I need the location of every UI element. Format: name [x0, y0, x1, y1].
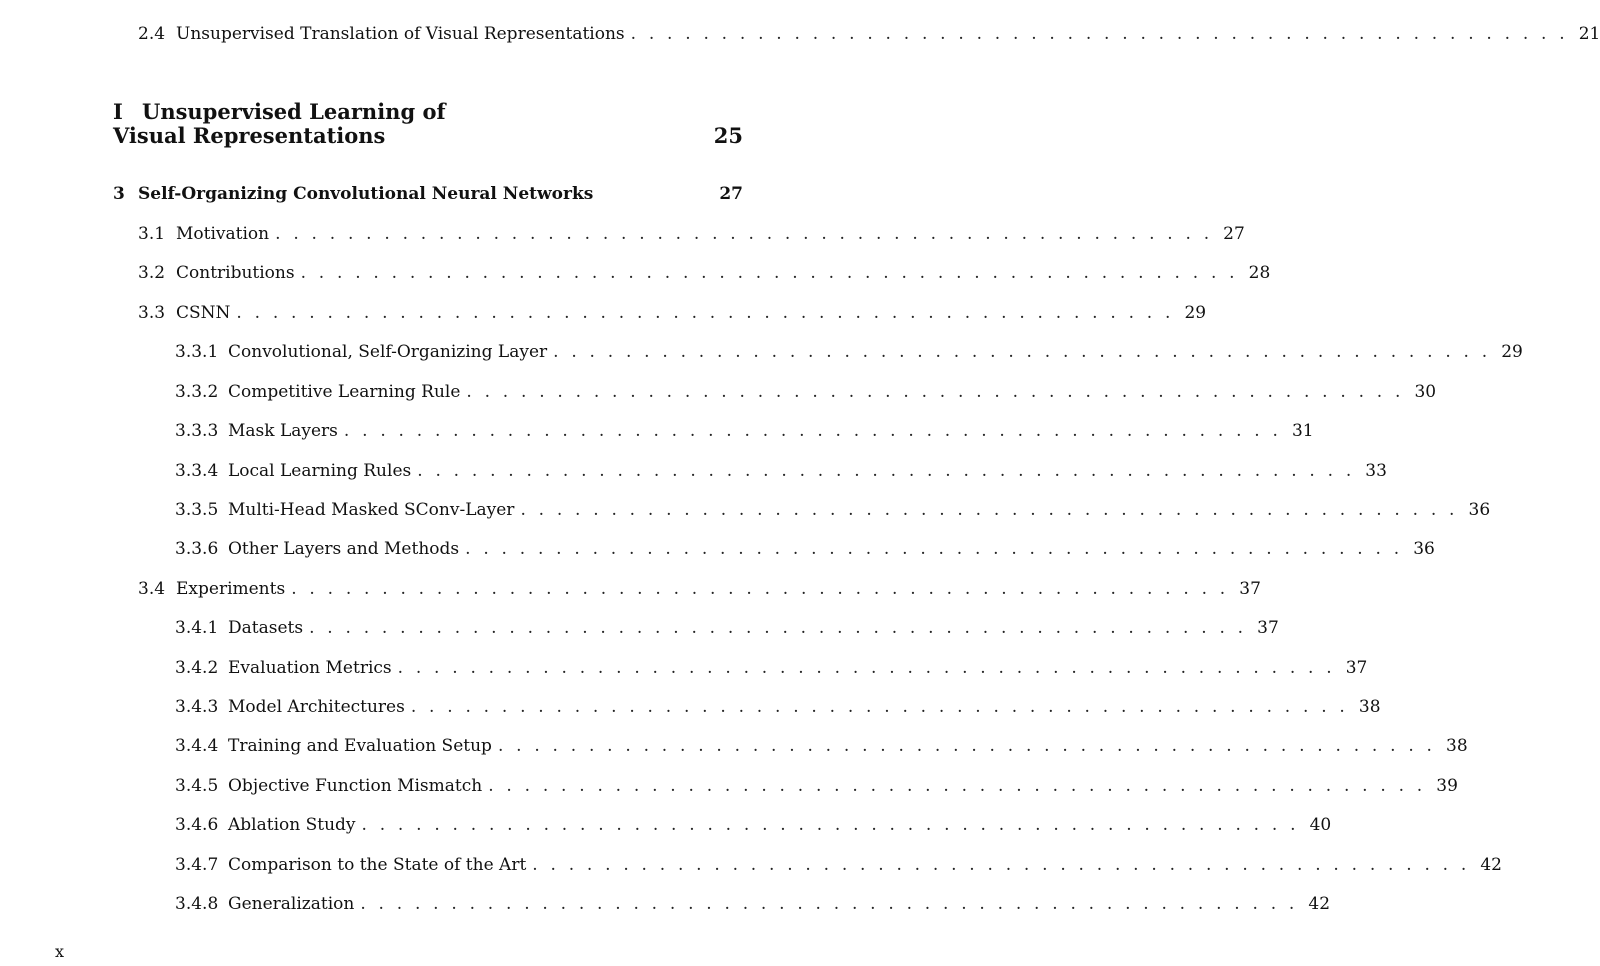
toc-entry-3-4-2[interactable] — [0, 656, 1368, 680]
entry-page: 37 — [1257, 618, 1279, 638]
toc-entry-3-4-1[interactable] — [0, 616, 1279, 640]
toc-entry-3-4-7[interactable] — [0, 853, 1502, 877]
chapter-number: 3 — [113, 184, 125, 204]
leader-dots: . . . . . . . . . . . . . . . . . . . . . . . . . . . . . . . . . . . . . . . . . . . . . . . . . . . . — [488, 776, 1426, 796]
leader-dots: . . . . . . . . . . . . . . . . . . . . . . . . . . . . . . . . . . . . . . . . . . . . . . . . . . . . — [300, 263, 1239, 283]
leader-dots: . . . . . . . . . . . . . . . . . . . . . . . . . . . . . . . . . . . . . . . . . . . . . . . . . . . . — [360, 894, 1299, 914]
entry-number: 3.4.5 — [175, 776, 219, 796]
entry-page: 37 — [1345, 658, 1368, 678]
entry-title: Ablation Study — [228, 815, 356, 835]
leader-dots: . . . . . . . . . . . . . . . . . . . . . . . . . . . . . . . . . . . . . . . . . . . . . . . . . . . . — [630, 24, 1569, 44]
entry-title: Convolutional, Self-Organizing Layer — [228, 342, 548, 362]
entry-page: 27 — [1223, 224, 1245, 244]
entry-page: 39 — [1436, 776, 1458, 796]
footer-page-number: x — [55, 942, 65, 961]
entry-title: Competitive Learning Rule — [228, 382, 461, 402]
toc-entry-3-4-6[interactable] — [0, 813, 1332, 837]
part-title-block — [113, 100, 446, 148]
entry-page: 38 — [1358, 697, 1381, 717]
entry-page: 40 — [1309, 815, 1332, 835]
entry-page: 38 — [1446, 736, 1468, 756]
entry-number: 3.4.1 — [175, 618, 219, 638]
entry-title: Evaluation Metrics — [228, 658, 392, 678]
entry-title: Generalization — [228, 894, 355, 914]
entry-title: Training and Evaluation Setup — [228, 736, 492, 756]
entry-title: Other Layers and Methods — [228, 539, 460, 559]
chapter-page: 27 — [719, 184, 743, 204]
entry-number: 3.1 — [138, 224, 166, 244]
leader-dots: . . . . . . . . . . . . . . . . . . . . . . . . . . . . . . . . . . . . . . . . . . . . . . . . . . . . — [275, 224, 1213, 244]
entry-title: Objective Function Mismatch — [228, 776, 483, 796]
toc-entry-3-3-2[interactable] — [0, 380, 1437, 404]
toc-entry-3-3-4[interactable] — [0, 459, 1387, 483]
toc-entry-3-4-4[interactable] — [0, 734, 1468, 758]
leader-dots: . . . . . . . . . . . . . . . . . . . . . . . . . . . . . . . . . . . . . . . . . . . . . . . . . . . . — [309, 618, 1247, 638]
entry-title: Experiments — [176, 579, 286, 599]
part-title-line2: Visual Representations — [113, 123, 386, 148]
entry-page: 21 — [1578, 24, 1600, 44]
entry-title: Datasets — [228, 618, 304, 638]
entry-number: 3.3 — [138, 303, 166, 323]
part-number: I — [113, 99, 123, 124]
entry-title: Multi-Head Masked SConv-Layer — [228, 500, 515, 520]
entry-number: 3.3.2 — [175, 382, 219, 402]
entry-number: 3.4.6 — [175, 815, 219, 835]
entry-number: 3.3.3 — [175, 421, 219, 441]
entry-page: 31 — [1291, 421, 1314, 441]
toc-entry-3-3-5[interactable] — [0, 498, 1491, 522]
entry-number: 3.4.8 — [175, 894, 219, 914]
toc-entry-3-3[interactable] — [0, 301, 1207, 325]
toc-chapter-3[interactable] — [0, 182, 807, 206]
entry-number: 3.4.2 — [175, 658, 219, 678]
entry-page: 36 — [1413, 539, 1435, 559]
entry-number: 3.4.3 — [175, 697, 219, 717]
entry-title: Mask Layers — [228, 421, 338, 441]
leader-dots: . . . . . . . . . . . . . . . . . . . . . . . . . . . . . . . . . . . . . . . . . . . . . . . . . . . . — [361, 815, 1300, 835]
toc-part-i[interactable] — [113, 100, 743, 152]
leader-dots: . . . . . . . . . . . . . . . . . . . . . . . . . . . . . . . . . . . . . . . . . . . . . . . . . . . . — [466, 382, 1405, 402]
toc-entry-3-3-6[interactable] — [0, 537, 1435, 561]
leader-dots: . . . . . . . . . . . . . . . . . . . . . . . . . . . . . . . . . . . . . . . . . . . . . . . . . . . . — [343, 421, 1282, 441]
toc-entry-3-4-3[interactable] — [0, 695, 1381, 719]
entry-page: 42 — [1308, 894, 1331, 914]
toc-entry-3-1[interactable] — [0, 222, 1245, 246]
chapter-title: Self-Organizing Convolutional Neural Networks — [138, 184, 594, 204]
entry-title: Model Architectures — [228, 697, 405, 717]
leader-dots: . . . . . . . . . . . . . . . . . . . . . . . . . . . . . . . . . . . . . . . . . . . . . . . . . . . . — [553, 342, 1491, 362]
entry-page: 28 — [1248, 263, 1271, 283]
entry-page: 36 — [1468, 500, 1491, 520]
entry-title: Motivation — [176, 224, 270, 244]
leader-dots: . . . . . . . . . . . . . . . . . . . . . . . . . . . . . . . . . . . . . . . . . . . . . . . . . . . . — [291, 579, 1229, 599]
entry-number: 3.3.4 — [175, 461, 219, 481]
toc-entry-3-2[interactable] — [0, 261, 1271, 285]
entry-title: Contributions — [176, 263, 295, 283]
part-page: 25 — [713, 123, 743, 148]
entry-page: 33 — [1365, 461, 1387, 481]
toc-entry-3-3-3[interactable] — [0, 419, 1314, 443]
leader-dots: . . . . . . . . . . . . . . . . . . . . . . . . . . . . . . . . . . . . . . . . . . . . . . . . . . . . — [497, 736, 1436, 756]
entry-page: 29 — [1501, 342, 1523, 362]
leader-dots: . . . . . . . . . . . . . . . . . . . . . . . . . . . . . . . . . . . . . . . . . . . . . . . . . . . . — [236, 303, 1175, 323]
entry-number: 3.4.4 — [175, 736, 219, 756]
entry-number: 3.2 — [138, 263, 166, 283]
entry-number: 3.4 — [138, 579, 166, 599]
entry-page: 30 — [1414, 382, 1437, 402]
entry-number: 3.3.1 — [175, 342, 219, 362]
entry-number: 3.3.5 — [175, 500, 219, 520]
part-title-line1: Unsupervised Learning of — [142, 99, 446, 124]
toc-entry-2-4[interactable] — [0, 22, 1600, 46]
toc-entry-3-3-1[interactable] — [0, 340, 1523, 364]
toc-entry-3-4-5[interactable] — [0, 774, 1458, 798]
entry-number: 3.4.7 — [175, 855, 219, 875]
entry-title: Comparison to the State of the Art — [228, 855, 527, 875]
leader-dots: . . . . . . . . . . . . . . . . . . . . . . . . . . . . . . . . . . . . . . . . . . . . . . . . . . . . — [532, 855, 1470, 875]
entry-number: 3.3.6 — [175, 539, 219, 559]
entry-page: 42 — [1480, 855, 1502, 875]
leader-dots: . . . . . . . . . . . . . . . . . . . . . . . . . . . . . . . . . . . . . . . . . . . . . . . . . . . . — [397, 658, 1336, 678]
entry-title: Unsupervised Translation of Visual Representations — [176, 24, 625, 44]
entry-page: 29 — [1184, 303, 1207, 323]
entry-title: CSNN — [176, 303, 231, 323]
entry-title: Local Learning Rules — [228, 461, 412, 481]
entry-number: 2.4 — [138, 24, 166, 44]
leader-dots: . . . . . . . . . . . . . . . . . . . . . . . . . . . . . . . . . . . . . . . . . . . . . . . . . . . . — [410, 697, 1349, 717]
toc-entry-3-4[interactable] — [0, 577, 1261, 601]
entry-page: 37 — [1239, 579, 1261, 599]
toc-entry-3-4-8[interactable] — [0, 892, 1331, 916]
leader-dots: . . . . . . . . . . . . . . . . . . . . . . . . . . . . . . . . . . . . . . . . . . . . . . . . . . . . — [465, 539, 1403, 559]
leader-dots: . . . . . . . . . . . . . . . . . . . . . . . . . . . . . . . . . . . . . . . . . . . . . . . . . . . . — [417, 461, 1355, 481]
leader-dots: . . . . . . . . . . . . . . . . . . . . . . . . . . . . . . . . . . . . . . . . . . . . . . . . . . . . — [520, 500, 1459, 520]
